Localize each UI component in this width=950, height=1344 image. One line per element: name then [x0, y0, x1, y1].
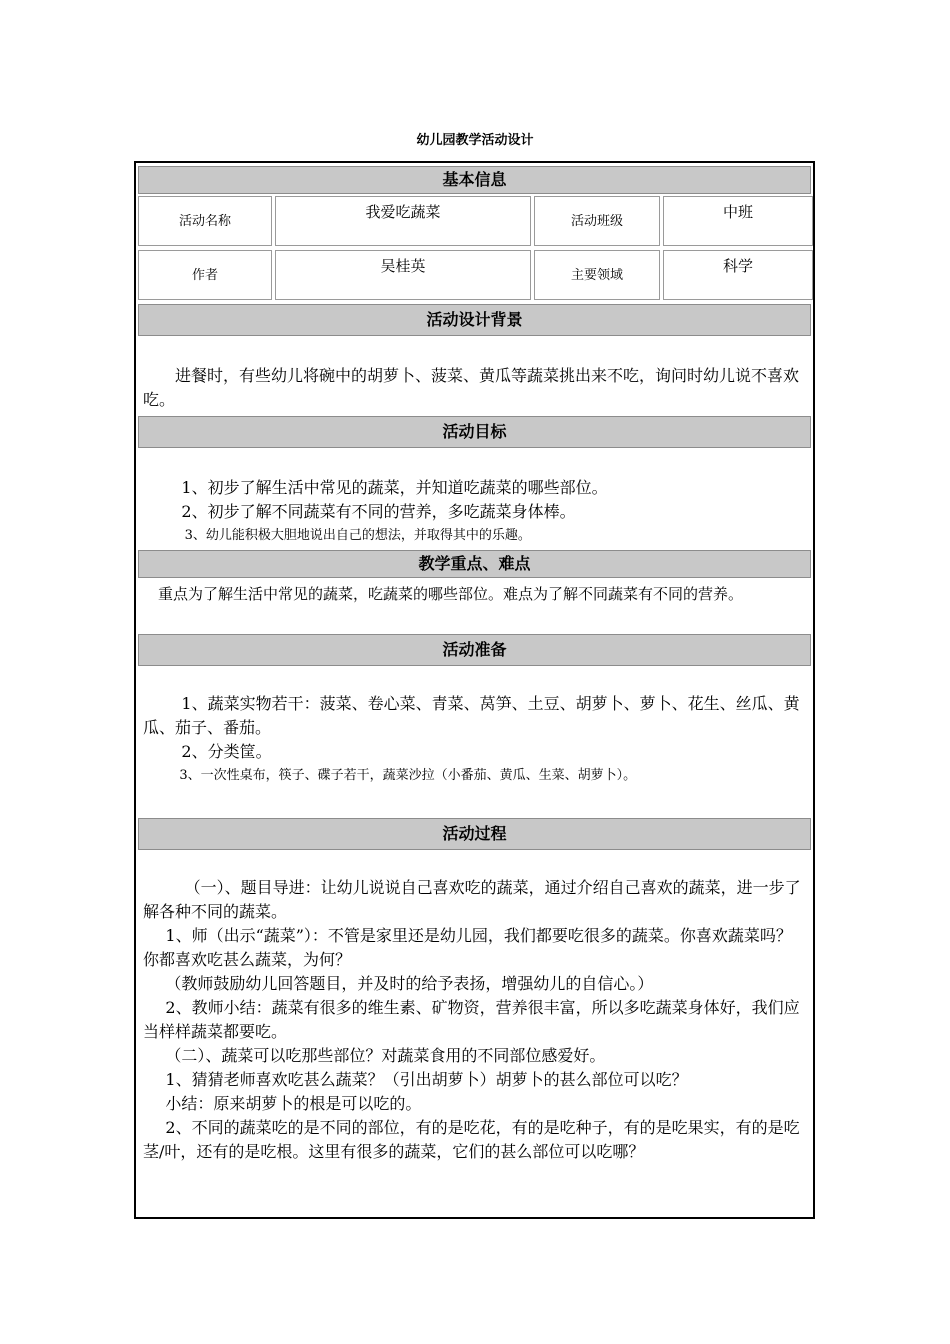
- process-paragraph: （二）、蔬菜可以吃那些部位？对蔬菜食用的不同部位感爱好。: [165, 1046, 606, 1065]
- process-paragraph: 2、不同的蔬菜吃的是不同的部位，有的是吃花，有的是吃种子，有的是吃果实，有的是吃茎/叶，还有的是吃根。这里有很多的蔬菜，它们的甚么部位可以吃哪？: [143, 1118, 800, 1161]
- document-title: 幼儿园教学活动设计: [416, 133, 534, 148]
- goal-item: 1、初步了解生活中常见的蔬菜，并知道吃蔬菜的哪些部位。: [181, 478, 608, 497]
- process-text: [143, 876, 805, 1164]
- process-paragraph: 2、教师小结：蔬菜有很多的维生素、矿物资，营养很丰富，所以多吃蔬菜身体好，我们应当样样蔬菜都要吃。: [143, 998, 800, 1041]
- section-header-process: 活动过程: [138, 818, 811, 850]
- process-paragraph: 1、猜猜老师喜欢吃甚么蔬菜？（引出胡萝卜）胡萝卜的甚么部位可以吃？: [165, 1070, 688, 1089]
- goal-item: 2、初步了解不同蔬菜有不同的营养，多吃蔬菜身体棒。: [181, 502, 576, 521]
- preparation-item: 2、分类筐。: [181, 742, 272, 761]
- section-header-goals: 活动目标: [138, 416, 811, 448]
- goal-item: 3、幼儿能积极大胆地说出自己的想法，并取得其中的乐趣。: [184, 528, 531, 543]
- author-value: 吴桂英: [275, 250, 531, 300]
- activity-name-value: 我爱吃蔬菜: [275, 196, 531, 246]
- process-paragraph: 1、师（出示“蔬菜”）：不管是家里还是幼儿园，我们都要吃很多的蔬菜。你喜欢蔬菜吗？你都喜欢吃甚么蔬菜，为何？: [143, 926, 792, 969]
- process-paragraph: （一）、题目导进：让幼儿说说自己喜欢吃的蔬菜，通过介绍自己喜欢的蔬菜，进一步了解各种不同的蔬菜。: [143, 878, 801, 921]
- process-paragraph: 小结：原来胡萝卜的根是可以吃的。: [165, 1094, 422, 1113]
- section-header-preparation: 活动准备: [138, 634, 811, 666]
- main-domain-value: 科学: [663, 250, 813, 300]
- activity-class-label: 活动班级: [534, 196, 660, 246]
- activity-class-value: 中班: [663, 196, 813, 246]
- activity-name-label: 活动名称: [138, 196, 272, 246]
- preparation-list: [143, 692, 805, 788]
- goals-list: [143, 476, 805, 548]
- background-text: 进餐时，有些幼儿将碗中的胡萝卜、菠菜、黄瓜等蔬菜挑出来不吃，询问时幼儿说不喜欢吃。: [143, 366, 800, 409]
- section-header-basic-info: 基本信息: [138, 166, 811, 194]
- author-label: 作者: [138, 250, 272, 300]
- preparation-item: 1、蔬菜实物若干：菠菜、卷心菜、青菜、莴笋、土豆、胡萝卜、萝卜、花生、丝瓜、黄瓜、茄子、番茄。: [143, 694, 800, 737]
- section-header-key-points: 教学重点、难点: [138, 550, 811, 578]
- preparation-item: 3、一次性桌布，筷子、碟子若干，蔬菜沙拉（小番茄、黄瓜、生菜、胡萝卜）。: [179, 768, 637, 783]
- key-points-text: 重点为了解生活中常见的蔬菜，吃蔬菜的哪些部位。难点为了解不同蔬菜有不同的营养。: [158, 585, 744, 603]
- process-paragraph: （教师鼓励幼儿回答题目，并及时的给予表扬，增强幼儿的自信心。）: [165, 974, 654, 993]
- section-header-background: 活动设计背景: [138, 304, 811, 336]
- activity-design-table: [134, 161, 815, 1219]
- main-domain-label: 主要领域: [534, 250, 660, 300]
